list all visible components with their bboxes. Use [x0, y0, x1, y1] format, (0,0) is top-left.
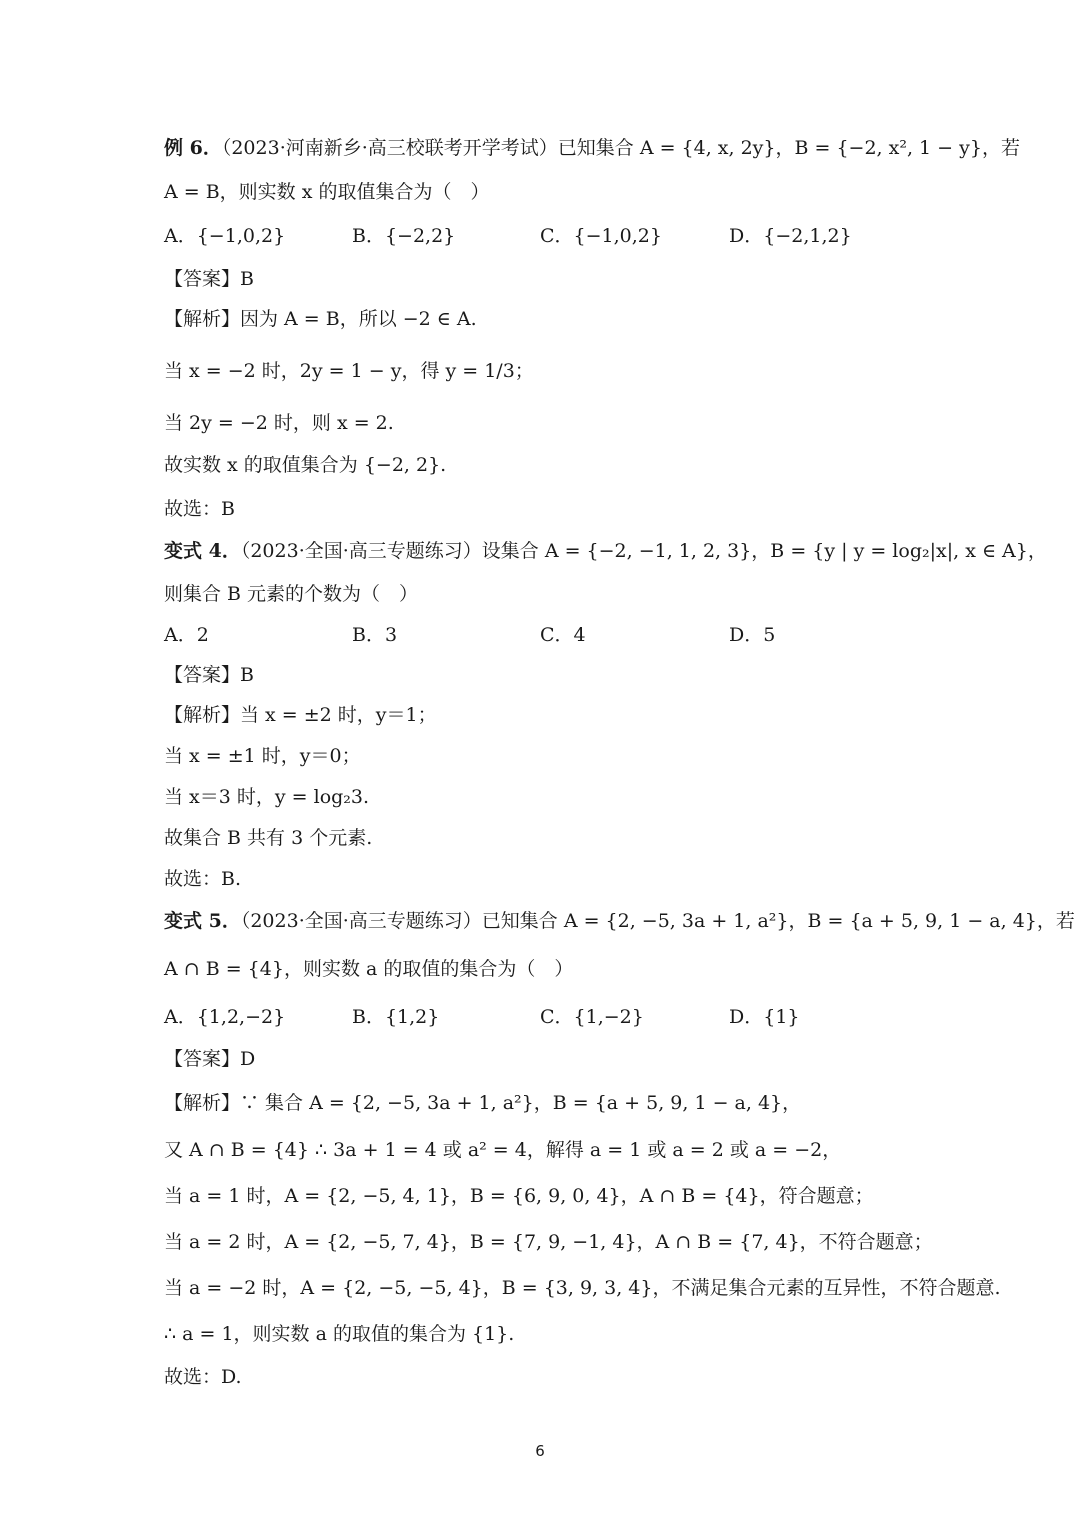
variant4-title-line1 — [164, 537, 1047, 565]
page-number: 6 — [535, 1442, 545, 1460]
variant4-title-line2: 则集合 B 元素的个数为（ ） — [164, 583, 419, 605]
example6-option-c: C．{−1,0,2} — [540, 225, 662, 247]
example6-option-b: B．{−2,2} — [352, 225, 456, 247]
variant5-title-line1 — [164, 907, 1075, 935]
variant4-analysis-line: 当 x＝3 时，y = log₂3. — [164, 786, 370, 808]
variant4-analysis-line: 【解析】当 x = ±2 时，y＝1； — [164, 704, 437, 726]
example6-title-line1 — [164, 134, 1020, 162]
variant5-analysis-line: 【解析】∵ 集合 A = {2, −5, 3a + 1, a²}，B = {a + 5, 9, 1 − a, 4}， — [164, 1092, 802, 1114]
example6-analysis-line: 故实数 x 的取值集合为 {−2, 2}. — [164, 454, 447, 476]
example6-label: 例 6． — [164, 137, 222, 159]
variant4-option-b: B．3 — [352, 624, 398, 646]
example6-option-d: D．{−2,1,2} — [729, 225, 852, 247]
example6-answer: 【答案】B — [164, 268, 254, 290]
variant4-analysis-line: 当 x = ±1 时，y＝0； — [164, 745, 361, 767]
example6-title-line2: A = B，则实数 x 的取值集合为（ ） — [164, 181, 490, 203]
example6-analysis-line: 当 2y = −2 时，则 x = 2. — [164, 412, 394, 434]
variant5-option-a: A．{1,2,−2} — [164, 1006, 286, 1028]
variant5-option-d: D．{1} — [729, 1006, 800, 1028]
example6-option-a: A．{−1,0,2} — [164, 225, 286, 247]
example6-analysis-line: 故选：B — [164, 498, 235, 520]
variant4-option-c: C．4 — [540, 624, 586, 646]
variant5-title-text: （2023·全国·高三专题练习）已知集合 A = {2, −5, 3a + 1, a²}，B = {a + 5, 9, 1 − a, 4}，若 — [240, 910, 1075, 932]
variant5-label: 变式 5． — [164, 910, 241, 932]
variant5-analysis-line: 故选：D. — [164, 1366, 242, 1388]
variant5-analysis-line: 当 a = 2 时，A = {2, −5, 7, 4}，B = {7, 9, −1, 4}，A ∩ B = {7, 4}，不符合题意； — [164, 1231, 933, 1253]
variant5-option-b: B．{1,2} — [352, 1006, 440, 1028]
example6-analysis-line: 当 x = −2 时，2y = 1 − y，得 y = 1/3； — [164, 360, 534, 382]
variant4-option-a: A．2 — [164, 624, 209, 646]
example6-analysis-line: 【解析】因为 A = B，所以 −2 ∈ A. — [164, 308, 477, 330]
variant5-option-c: C．{1,−2} — [540, 1006, 644, 1028]
variant5-analysis-line: 又 A ∩ B = {4} ∴ 3a + 1 = 4 或 a² = 4，解得 a = 1 或 a = 2 或 a = −2， — [164, 1139, 842, 1161]
variant5-analysis-line: ∴ a = 1，则实数 a 的取值的集合为 {1}. — [164, 1323, 515, 1345]
variant4-title-text: （2023·全国·高三专题练习）设集合 A = {−2, −1, 1, 2, 3}，B = {y | y = log₂|x|, x ∈ A}， — [240, 540, 1047, 562]
variant5-answer: 【答案】D — [164, 1048, 256, 1070]
variant5-analysis-line: 当 a = −2 时，A = {2, −5, −5, 4}，B = {3, 9, 3, 4}，不满足集合元素的互异性，不符合题意. — [164, 1277, 1001, 1299]
variant5-analysis-line: 当 a = 1 时，A = {2, −5, 4, 1}，B = {6, 9, 0, 4}，A ∩ B = {4}，符合题意； — [164, 1185, 874, 1207]
variant4-analysis-line: 故选：B. — [164, 868, 242, 890]
variant5-title-line2: A ∩ B = {4}，则实数 a 的取值的集合为（ ） — [164, 958, 574, 980]
variant4-option-d: D．5 — [729, 624, 776, 646]
example6-title-text: （2023·河南新乡·高三校联考开学考试）已知集合 A = {4, x, 2y}，B = {−2, x², 1 − y}，若 — [221, 137, 1020, 159]
variant4-answer: 【答案】B — [164, 664, 254, 686]
variant4-analysis-line: 故集合 B 共有 3 个元素. — [164, 827, 373, 849]
variant4-label: 变式 4． — [164, 540, 241, 562]
